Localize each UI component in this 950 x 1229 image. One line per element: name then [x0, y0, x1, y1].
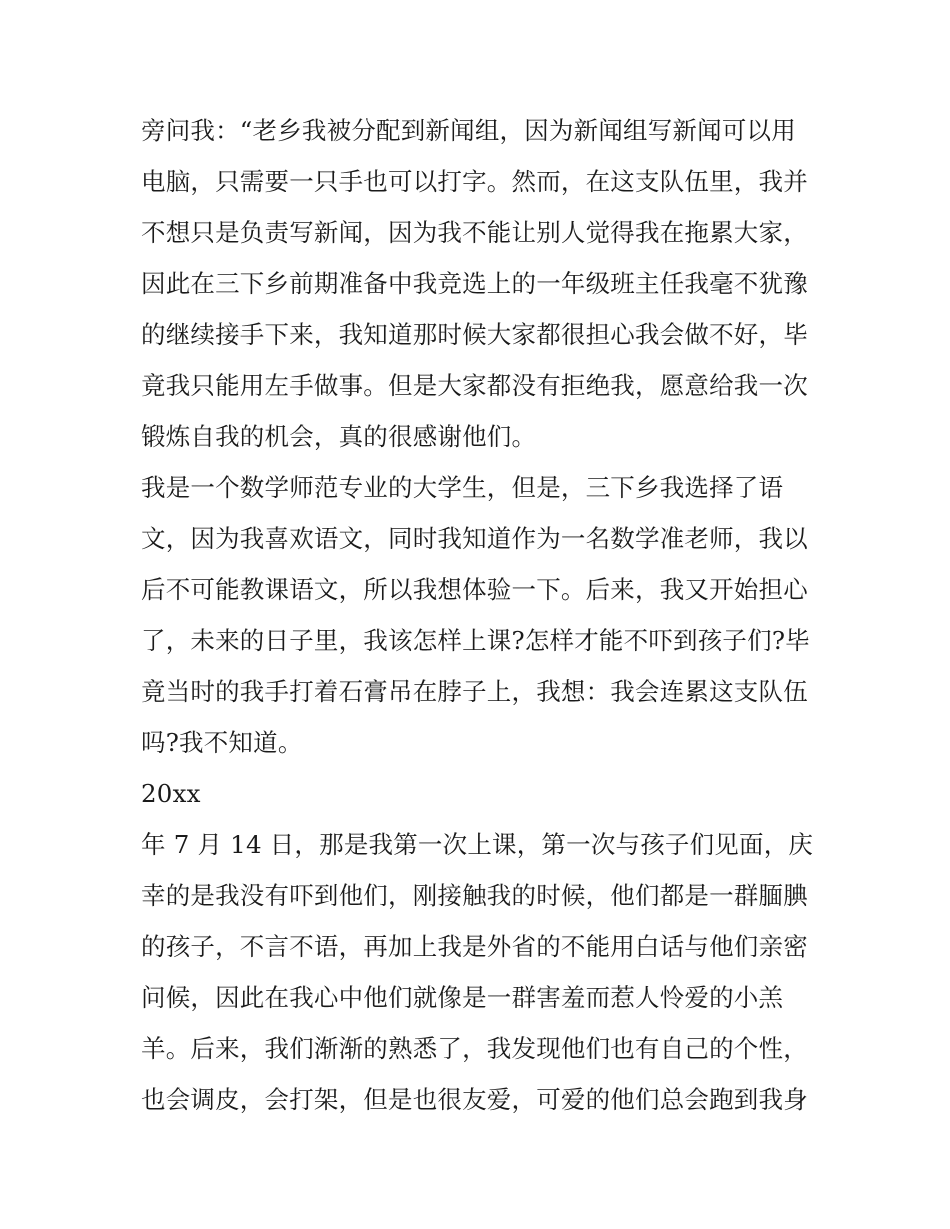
text-line: 因此在三下乡前期准备中我竞选上的一年级班主任我毫不犹豫 — [141, 269, 808, 298]
text-line: 旁问我：“老乡我被分配到新闻组，因为新闻组写新闻可以用 — [141, 116, 796, 145]
text-line: 竟当时的我手打着石膏吊在脖子上，我想：我会连累这支队伍 — [141, 677, 808, 706]
text-line: 羊。后来，我们渐渐的熟悉了，我发现他们也有自己的个性， — [141, 1034, 808, 1063]
text-line: 问候，因此在我心中他们就像是一群害羞而惹人怜爱的小羔 — [141, 983, 784, 1012]
text-line: 竟我只能用左手做事。但是大家都没有拒绝我，愿意给我一次 — [141, 371, 808, 400]
text-line: 20xx — [141, 779, 201, 808]
text-line: 的孩子，不言不语，再加上我是外省的不能用白话与他们亲密 — [141, 932, 808, 961]
document-body — [141, 105, 821, 1125]
text-line: 了，未来的日子里，我该怎样上课?怎样才能不吓到孩子们?毕 — [141, 626, 810, 655]
text-line: 也会调皮，会打架，但是也很友爱，可爱的他们总会跑到我身 — [141, 1085, 808, 1114]
text-line: 电脑，只需要一只手也可以打字。然而，在这支队伍里，我并 — [141, 167, 808, 196]
text-line: 年 7 月 14 日，那是我第一次上课，第一次与孩子们见面，庆 — [141, 830, 814, 859]
text-line: 锻炼自我的机会，真的很感谢他们。 — [141, 422, 537, 451]
text-line: 后不可能教课语文，所以我想体验一下。后来，我又开始担心 — [141, 575, 808, 604]
text-line: 幸的是我没有吓到他们，刚接触我的时候，他们都是一群腼腆 — [141, 881, 808, 910]
text-line: 我是一个数学师范专业的大学生，但是，三下乡我选择了语 — [141, 473, 784, 502]
text-line: 吗?我不知道。 — [141, 728, 303, 757]
text-line: 不想只是负责写新闻，因为我不能让别人觉得我在拖累大家， — [141, 218, 808, 247]
text-line: 的继续接手下来，我知道那时候大家都很担心我会做不好，毕 — [141, 320, 808, 349]
text-line: 文，因为我喜欢语文，同时我知道作为一名数学准老师，我以 — [141, 524, 808, 553]
